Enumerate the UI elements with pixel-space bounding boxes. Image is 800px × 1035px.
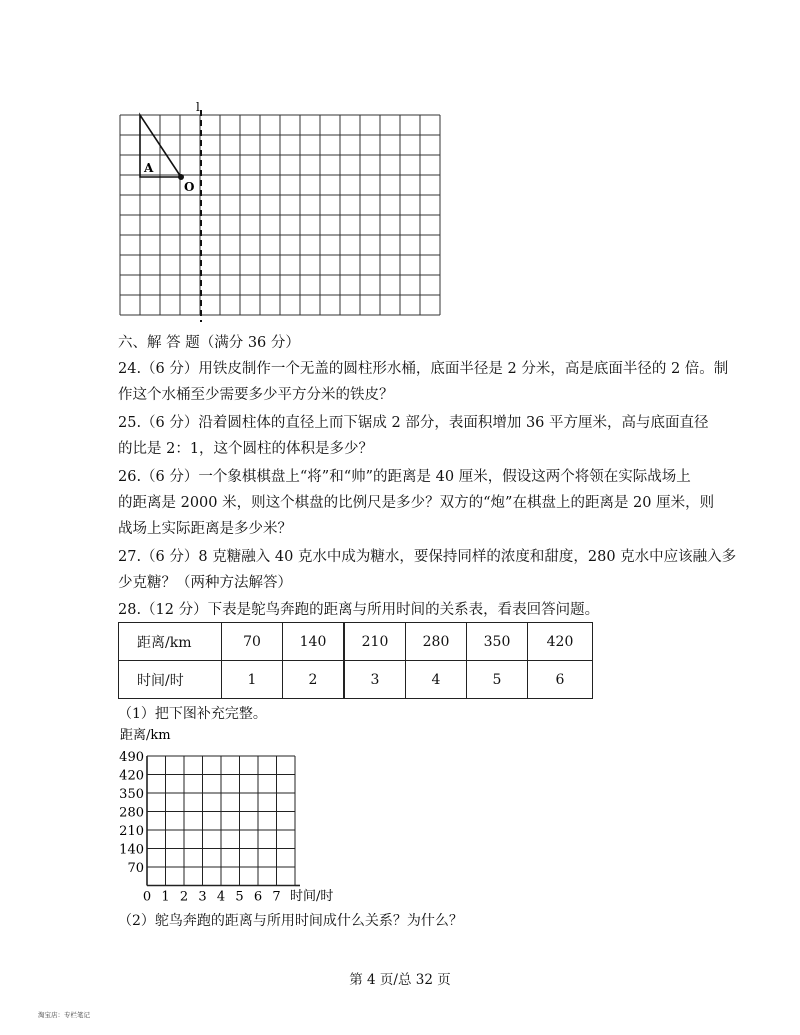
- table-cell: 6: [528, 661, 593, 699]
- sub-question-2: （2）鸵鸟奔跑的距离与所用时间成什么关系？为什么？: [118, 913, 463, 929]
- sub-question-1: （1）把下图补充完整。: [118, 706, 267, 722]
- table-cell: 210: [344, 623, 406, 661]
- q25-line2: 的比是 2：1，这个圆柱的体积是多少？: [118, 441, 374, 457]
- table-cell: 70: [222, 623, 283, 661]
- y-tick-label: 210: [119, 824, 144, 839]
- point-label: O: [184, 180, 195, 194]
- table-cell: 350: [467, 623, 528, 661]
- grid-lines: [120, 115, 440, 315]
- page-footer: 第 4 页/总 32 页: [349, 972, 451, 988]
- table-cell: 5: [467, 661, 528, 699]
- shop-note: 淘宝店：专栏笔记: [38, 1011, 90, 1019]
- q26-line3: 战场上实际距离是多少米？: [118, 521, 292, 537]
- x-tick-label: 2: [179, 889, 189, 905]
- q26-line1: 26.（6 分）一个象棋棋盘上“将”和“帅”的距离是 40 厘米，假设这两个将领在实际战场上: [118, 469, 691, 485]
- table-cell: 4: [406, 661, 467, 699]
- x-tick-label: 4: [216, 889, 226, 905]
- table-cell: 2: [283, 661, 345, 699]
- q28-line1: 28.（12 分）下表是鸵鸟奔跑的距离与所用时间的关系表，看表回答问题。: [118, 602, 600, 618]
- distance-time-chart: [110, 725, 370, 905]
- q24-line2: 作这个水桶至少需要多少平方分米的铁皮？: [118, 387, 394, 403]
- y-tick-label: 490: [119, 750, 144, 765]
- table-header-distance: 距离/km: [119, 623, 222, 661]
- table-cell: 140: [283, 623, 345, 661]
- chart-grid: [147, 756, 300, 886]
- q25-line1: 25.（6 分）沿着圆柱体的直径上而下锯成 2 部分，表面积增加 36 平方厘米，高与底面直径: [118, 415, 709, 431]
- x-tick-label: 6: [253, 889, 263, 905]
- chart-y-ticks: [119, 750, 144, 876]
- table-row: [119, 623, 593, 661]
- y-axis-label: 距离/km: [120, 728, 171, 743]
- y-tick-label: 350: [119, 787, 144, 802]
- x-tick-label: 0: [142, 889, 152, 905]
- axis-label: l: [196, 100, 200, 114]
- x-tick-label: 5: [235, 889, 244, 905]
- section-title: 六、解 答 题（满分 36 分）: [118, 335, 300, 351]
- table-cell: 3: [344, 661, 406, 699]
- q26-line2: 的距离是 2000 米，则这个棋盘的比例尺是多少？双方的“炮”在棋盘上的距离是 20 厘米，则: [118, 495, 715, 511]
- y-tick-label: 420: [119, 768, 144, 784]
- chart-x-ticks: [143, 890, 281, 905]
- x-tick-label: 3: [198, 889, 207, 905]
- table-cell: 280: [406, 623, 467, 661]
- q27-line2: 少克糖？（两种方法解答）: [118, 575, 292, 591]
- table-cell: 1: [222, 661, 283, 699]
- table-cell: 420: [528, 623, 593, 661]
- x-tick-label: 7: [272, 889, 281, 905]
- q24-line1: 24.（6 分）用铁皮制作一个无盖的圆柱形水桶，底面半径是 2 分米，高是底面半径的 2 倍。制: [118, 361, 729, 377]
- grid-figure: [110, 100, 450, 325]
- y-tick-label: 280: [119, 805, 144, 821]
- q27-line1: 27.（6 分）8 克糖融入 40 克水中成为糖水，要保持同样的浓度和甜度，280 克水中应该融入多: [118, 549, 737, 565]
- triangle-label: A: [144, 161, 154, 175]
- x-axis-label: 时间/时: [290, 889, 334, 904]
- y-tick-label: 140: [119, 842, 144, 858]
- x-tick-label: 1: [161, 889, 170, 905]
- distance-time-table: [118, 622, 593, 699]
- table-row: [119, 661, 593, 699]
- y-tick-label: 70: [127, 861, 144, 876]
- table-header-time: 时间/时: [119, 661, 222, 699]
